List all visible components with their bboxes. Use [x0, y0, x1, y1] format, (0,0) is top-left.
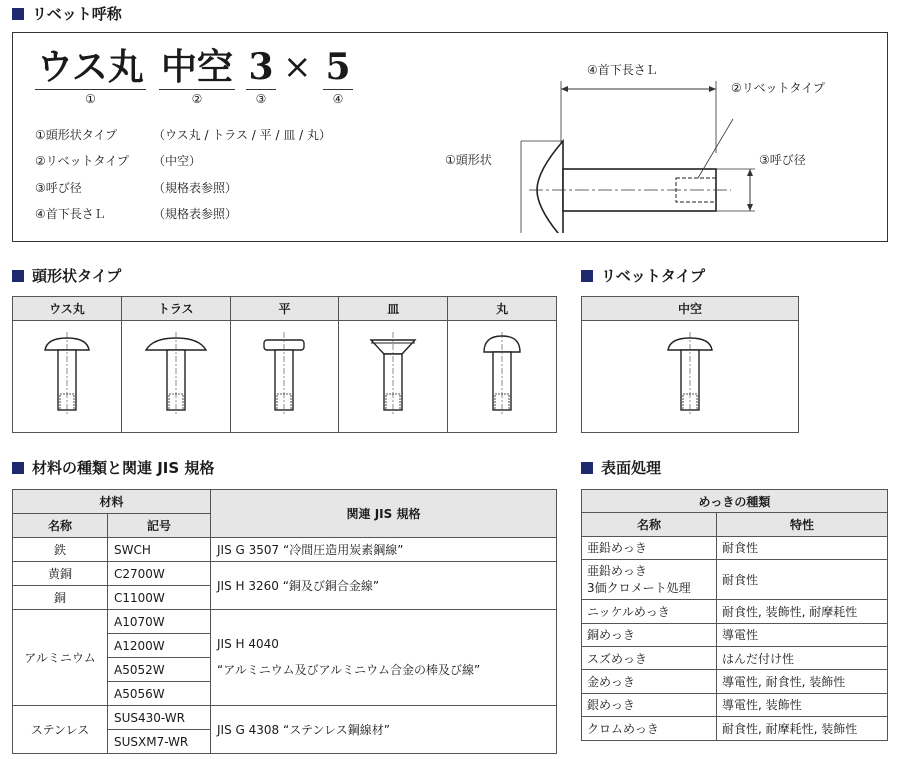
- legend-key: ④首下長さＬ: [35, 207, 106, 221]
- legend-key: ②リベットタイプ: [35, 154, 129, 168]
- rivet-type-cell: [582, 321, 799, 433]
- material-code: A1200W: [108, 634, 211, 658]
- table-row: [13, 610, 557, 634]
- legend-row: [35, 126, 331, 143]
- material-name-header: 名称: [13, 514, 108, 538]
- square-bullet-icon: [12, 8, 24, 20]
- surface-name: 銀めっき: [582, 693, 717, 716]
- section-title-naming: [12, 3, 122, 24]
- surface-prop: 導電性, 耐食性, 装飾性: [717, 670, 888, 693]
- legend-value: （規格表参照）: [153, 207, 238, 221]
- section-title-naming-text: リベット呼称: [32, 5, 122, 23]
- material-name: ステンレス: [13, 706, 108, 754]
- table-row: [13, 538, 557, 562]
- material-code: A5056W: [108, 682, 211, 706]
- naming-box: [12, 32, 888, 242]
- material-code: SWCH: [108, 538, 211, 562]
- head-type-header: 平: [230, 297, 339, 321]
- material-jis: JIS G 3507 “冷間圧造用炭素鋼線”: [211, 538, 557, 562]
- naming-part-length: [323, 45, 353, 106]
- material-code: C2700W: [108, 562, 211, 586]
- surface-table: [581, 489, 888, 741]
- surface-prop: 耐食性, 装飾性, 耐摩耗性: [717, 600, 888, 623]
- material-name: 黄銅: [13, 562, 108, 586]
- head-type-cell: [121, 321, 230, 433]
- section-title-head-type: [12, 265, 121, 286]
- material-code: SUS430-WR: [108, 706, 211, 730]
- surface-prop: 耐食性: [717, 536, 888, 559]
- head-type-header: 丸: [448, 297, 557, 321]
- square-bullet-icon: [12, 270, 24, 282]
- head-type-header: ウス丸: [13, 297, 122, 321]
- surface-name: スズめっき: [582, 646, 717, 669]
- material-jis: [211, 610, 557, 706]
- legend-row: [35, 205, 237, 222]
- head-type-header: 皿: [339, 297, 448, 321]
- rivet-flat-icon: [254, 330, 314, 420]
- table-row: [582, 560, 888, 600]
- material-jis-line: JIS H 4040: [217, 637, 279, 651]
- legend-key: ①頭形状タイプ: [35, 128, 118, 142]
- material-code: A1070W: [108, 610, 211, 634]
- section-title-rivet-type-text: リベットタイプ: [601, 267, 705, 285]
- diagram-label-diameter: ③呼び径: [759, 153, 806, 167]
- diagram-label-head: ①頭形状: [445, 153, 492, 167]
- material-table: [12, 489, 557, 754]
- material-jis: JIS H 3260 “銅及び銅合金線”: [211, 562, 557, 610]
- material-name: 鉄: [13, 538, 108, 562]
- surface-group-header: めっきの種類: [582, 490, 888, 513]
- material-jis-header: 関連 JIS 規格: [211, 490, 557, 538]
- head-type-cell: [230, 321, 339, 433]
- rivet-truss-icon: [141, 330, 211, 420]
- table-row: [582, 670, 888, 693]
- material-name: 銅: [13, 586, 108, 610]
- surface-name-line: 亜鉛めっき: [587, 563, 647, 578]
- naming-part-head: [35, 45, 146, 106]
- surface-name: クロムめっき: [582, 717, 717, 740]
- surface-name: 銅めっき: [582, 623, 717, 646]
- head-type-cell: [13, 321, 122, 433]
- material-group-header: 材料: [13, 490, 211, 514]
- surface-prop: 耐食性: [717, 560, 888, 600]
- naming-head-text: ウス丸: [37, 46, 144, 88]
- table-row: [582, 536, 888, 559]
- rivet-hollow-icon: [660, 330, 720, 420]
- surface-prop: 導電性, 装飾性: [717, 693, 888, 716]
- naming-length-num: ④: [332, 92, 344, 106]
- rivet-type-header: 中空: [582, 297, 799, 321]
- surface-prop: 導電性: [717, 623, 888, 646]
- surface-name-header: 名称: [582, 513, 717, 536]
- naming-part-type: [159, 45, 235, 106]
- surface-name-line: 3価クロメート処理: [587, 580, 691, 595]
- surface-name: ニッケルめっき: [582, 600, 717, 623]
- rivet-usu-maru-icon: [37, 330, 97, 420]
- legend-key: ③呼び径: [35, 181, 82, 195]
- material-name: アルミニウム: [13, 610, 108, 706]
- section-title-rivet-type: [581, 265, 705, 286]
- rivet-countersunk-icon: [363, 330, 423, 420]
- legend-row: [35, 152, 201, 169]
- naming-part-diameter: [246, 45, 276, 106]
- material-code: A5052W: [108, 658, 211, 682]
- rivet-type-table: [581, 296, 799, 433]
- naming-times: ×: [283, 47, 312, 87]
- square-bullet-icon: [581, 462, 593, 474]
- legend-value: （規格表参照）: [153, 181, 238, 195]
- head-type-header: トラス: [121, 297, 230, 321]
- surface-prop: はんだ付け性: [717, 646, 888, 669]
- section-title-surface: [581, 457, 661, 478]
- naming-diameter-text: 3: [246, 45, 276, 90]
- naming-length-text: 5: [323, 45, 353, 90]
- naming-type-text: 中空: [161, 46, 234, 88]
- section-title-material-text: 材料の種類と関連 JIS 規格: [32, 459, 215, 477]
- diagram-label-rivet-type: ②リベットタイプ: [731, 81, 825, 95]
- table-row: [582, 693, 888, 716]
- table-row: [582, 623, 888, 646]
- legend-value: （ウス丸 / トラス / 平 / 皿 / 丸）: [153, 128, 331, 142]
- rivet-round-icon: [472, 330, 532, 420]
- naming-head-num: ①: [85, 92, 96, 106]
- table-row: [582, 600, 888, 623]
- material-code-header: 記号: [108, 514, 211, 538]
- diagram-label-length: ④首下長さＬ: [587, 63, 658, 77]
- section-title-surface-text: 表面処理: [601, 459, 662, 477]
- naming-diameter-num: ③: [255, 92, 267, 106]
- table-row: [582, 717, 888, 740]
- section-title-material: [12, 457, 214, 478]
- surface-name: [582, 560, 717, 600]
- head-type-cell: [448, 321, 557, 433]
- legend-value: （中空）: [153, 154, 202, 168]
- table-row: [13, 562, 557, 586]
- legend-row: [35, 179, 237, 196]
- surface-prop-header: 特性: [717, 513, 888, 536]
- surface-prop: 耐食性, 耐摩耗性, 装飾性: [717, 717, 888, 740]
- head-type-table: [12, 296, 557, 433]
- square-bullet-icon: [12, 462, 24, 474]
- material-code: SUSXM7-WR: [108, 730, 211, 754]
- section-title-head-type-text: 頭形状タイプ: [32, 267, 122, 285]
- table-row: [13, 706, 557, 730]
- surface-name: 亜鉛めっき: [582, 536, 717, 559]
- material-jis: JIS G 4308 “ステンレス鋼線材”: [211, 706, 557, 754]
- material-code: C1100W: [108, 586, 211, 610]
- square-bullet-icon: [581, 270, 593, 282]
- head-type-cell: [339, 321, 448, 433]
- table-row: [582, 646, 888, 669]
- material-jis-line: “アルミニウム及びアルミニウム合金の棒及び線”: [217, 663, 481, 677]
- surface-name: 金めっき: [582, 670, 717, 693]
- naming-type-num: ②: [191, 92, 203, 106]
